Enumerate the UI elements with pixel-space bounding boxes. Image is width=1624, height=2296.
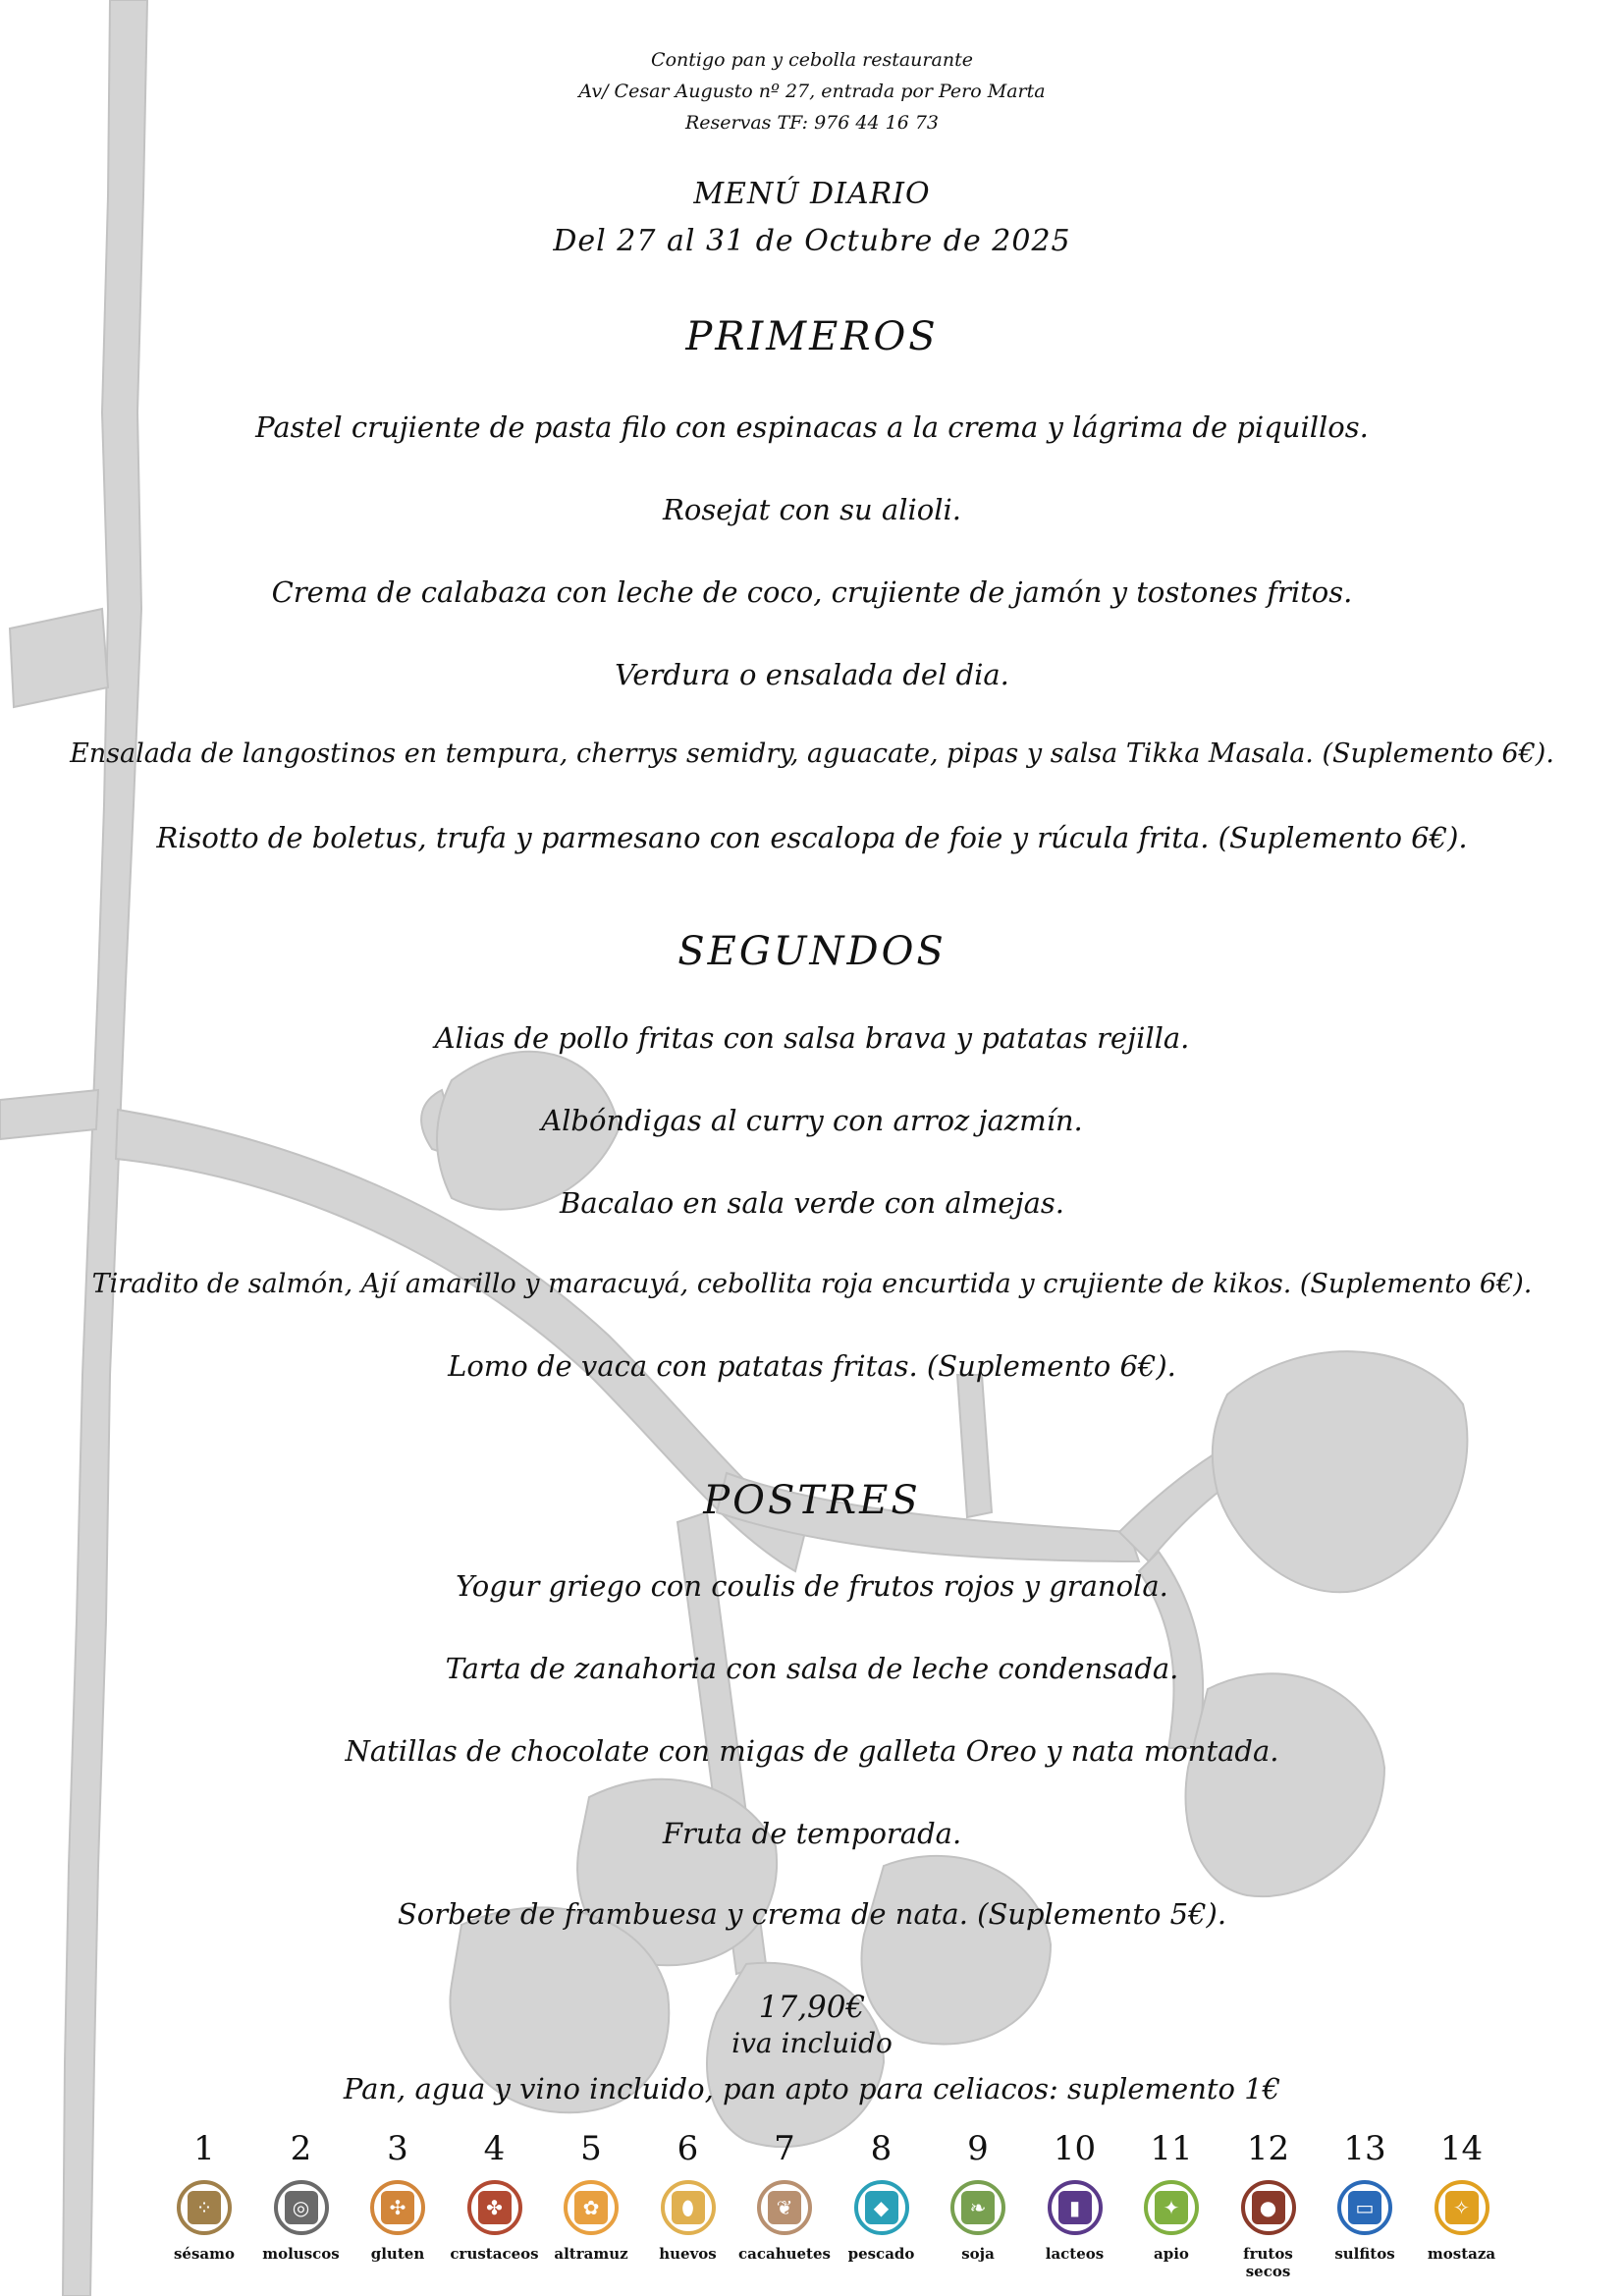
menu-dates: Del 27 al 31 de Octubre de 2025	[553, 224, 1071, 258]
allergen-label: lacteos	[1045, 2245, 1105, 2263]
allergen-gluten	[349, 2129, 447, 2263]
allergen-number: 13	[1343, 2129, 1386, 2168]
allergen-label: cacahuetes	[738, 2245, 831, 2263]
tax-note: iva incluido	[731, 2027, 893, 2059]
postres-item: Natillas de chocolate con migas de galleta Oreo y nata montada.	[345, 1734, 1279, 1768]
primeros-item: Risotto de boletus, trufa y parmesano con escalopa de foie y rúcula frita. (Suplemento 6€).	[156, 821, 1468, 854]
sesame-icon: ⁘	[177, 2180, 232, 2235]
menu-price: 17,90€	[758, 1990, 866, 2025]
reservation-phone: Reservas TF: 976 44 16 73	[684, 112, 939, 134]
restaurant-name: Contigo pan y cebolla restaurante	[651, 49, 973, 71]
wheat-icon: ✣	[370, 2180, 425, 2235]
allergen-altramuz	[542, 2129, 640, 2263]
allergen-number: 12	[1246, 2129, 1290, 2168]
allergen-lacteos	[1026, 2129, 1124, 2263]
allergen-number: 4	[483, 2129, 506, 2168]
allergen-moluscos	[252, 2129, 351, 2263]
allergen-label: gluten	[370, 2245, 425, 2263]
menu-title: MENÚ DIARIO	[693, 177, 931, 211]
allergen-label: mostaza	[1427, 2245, 1496, 2263]
allergen-number: 5	[580, 2129, 602, 2168]
mustard-icon: ✧	[1435, 2180, 1489, 2235]
bread-water-wine-note: Pan, agua y vino incluido, pan apto para celiacos: suplemento 1€	[343, 2072, 1281, 2105]
sulphite-icon: ▭	[1337, 2180, 1392, 2235]
allergen-frutos-secos	[1219, 2129, 1318, 2280]
postres-heading: POSTRES	[703, 1478, 921, 1523]
segundos-heading: SEGUNDOS	[677, 929, 947, 974]
allergen-crustaceos	[446, 2129, 544, 2263]
allergen-number: 8	[870, 2129, 893, 2168]
mollusc-icon: ◎	[274, 2180, 329, 2235]
allergen-sésamo	[155, 2129, 253, 2263]
allergen-pescado	[833, 2129, 931, 2263]
segundos-item: Lomo de vaca con patatas fritas. (Suplemento 6€).	[448, 1349, 1176, 1383]
allergen-label: sulfitos	[1334, 2245, 1395, 2263]
allergen-label: huevos	[659, 2245, 717, 2263]
restaurant-address: Av/ Cesar Augusto nº 27, entrada por Pero Marta	[578, 81, 1046, 102]
allergen-label: apio	[1154, 2245, 1189, 2263]
allergen-soja	[929, 2129, 1027, 2263]
segundos-item: Alias de pollo fritas con salsa brava y patatas rejilla.	[434, 1021, 1190, 1055]
primeros-item: Rosejat con su alioli.	[663, 493, 961, 526]
primeros-item: Verdura o ensalada del dia.	[615, 658, 1009, 691]
allergen-number: 9	[967, 2129, 989, 2168]
allergen-number: 3	[387, 2129, 408, 2168]
allergen-number: 11	[1150, 2129, 1193, 2168]
allergen-label: altramuz	[554, 2245, 628, 2263]
allergen-sulfitos	[1316, 2129, 1414, 2263]
segundos-item: Albóndigas al curry con arroz jazmín.	[541, 1104, 1083, 1137]
crustacean-icon: ✤	[467, 2180, 522, 2235]
allergen-cacahuetes	[735, 2129, 834, 2263]
egg-icon: ⬮	[661, 2180, 716, 2235]
allergen-huevos	[639, 2129, 737, 2263]
allergen-mostaza	[1413, 2129, 1511, 2263]
dairy-icon: ▮	[1048, 2180, 1103, 2235]
soy-icon: ❧	[950, 2180, 1005, 2235]
primeros-item: Pastel crujiente de pasta filo con espinacas a la crema y lágrima de piquillos.	[255, 410, 1369, 444]
segundos-item: Tiradito de salmón, Ají amarillo y maracuyá, cebollita roja encurtida y crujiente de kikos. (Suplemento 6€).	[91, 1269, 1533, 1299]
allergen-label: soja	[961, 2245, 995, 2263]
allergen-legend	[155, 2129, 1530, 2286]
allergen-label: sésamo	[173, 2245, 236, 2263]
allergen-number: 14	[1439, 2129, 1484, 2168]
celery-icon: ✦	[1144, 2180, 1199, 2235]
primeros-item: Ensalada de langostinos en tempura, cherrys semidry, aguacate, pipas y salsa Tikka Masala. (Suplemento 6€).	[70, 738, 1554, 769]
primeros-item: Crema de calabaza con leche de coco, crujiente de jamón y tostones fritos.	[271, 575, 1353, 609]
primeros-heading: PRIMEROS	[685, 314, 939, 359]
postres-item: Tarta de zanahoria con salsa de leche condensada.	[445, 1652, 1179, 1685]
allergen-label: frutos secos	[1243, 2245, 1293, 2280]
allergen-number: 1	[193, 2129, 215, 2168]
peanut-icon: ❦	[757, 2180, 812, 2235]
postres-item: Fruta de temporada.	[662, 1817, 962, 1850]
allergen-label: moluscos	[262, 2245, 340, 2263]
allergen-apio	[1122, 2129, 1220, 2263]
allergen-number: 2	[290, 2129, 312, 2168]
postres-item: Sorbete de frambuesa y crema de nata. (Suplemento 5€).	[397, 1897, 1227, 1931]
allergen-number: 10	[1053, 2129, 1097, 2168]
allergen-label: pescado	[847, 2245, 915, 2263]
nuts-icon: ●	[1241, 2180, 1296, 2235]
allergen-number: 6	[677, 2129, 699, 2168]
allergen-number: 7	[774, 2129, 795, 2168]
segundos-item: Bacalao en sala verde con almejas.	[560, 1186, 1064, 1220]
allergen-label: crustaceos	[450, 2245, 539, 2263]
postres-item: Yogur griego con coulis de frutos rojos y granola.	[456, 1569, 1168, 1603]
fish-icon: ◆	[854, 2180, 909, 2235]
lupin-icon: ✿	[564, 2180, 619, 2235]
